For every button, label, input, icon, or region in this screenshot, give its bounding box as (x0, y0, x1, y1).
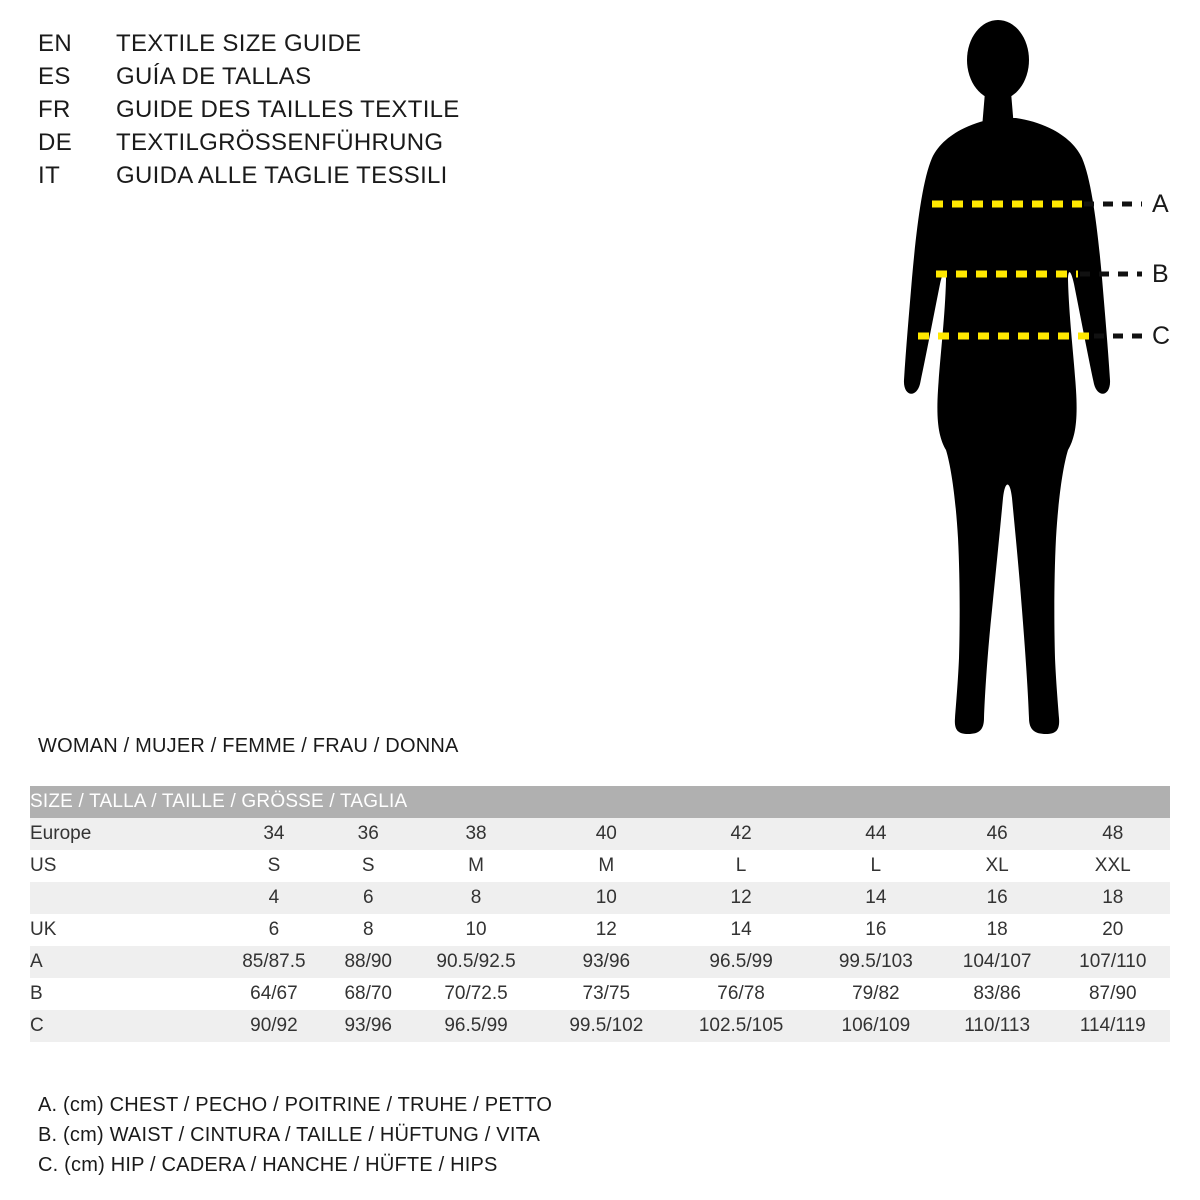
row-label: A (30, 951, 43, 972)
cell-value: 104/107 (962, 951, 1032, 972)
language-code-fr: FR (38, 96, 71, 123)
cell-value: 8 (362, 919, 374, 940)
language-code-es: ES (38, 63, 71, 90)
language-row-en (38, 30, 658, 63)
table-row (30, 818, 1170, 850)
legend-line-c: C. (cm) HIP / CADERA / HANCHE / HÜFTE / HIPS (38, 1154, 498, 1176)
cell-value: 110/113 (964, 1015, 1031, 1036)
table-section-title: WOMAN / MUJER / FEMME / FRAU / DONNA (38, 735, 459, 757)
cell-value: 96.5/99 (709, 951, 773, 972)
cell-value: 44 (865, 823, 887, 844)
language-code-it: IT (38, 162, 61, 189)
cell-value: M (468, 855, 484, 876)
measurement-legend (38, 1090, 738, 1180)
cell-value: M (598, 855, 615, 876)
size-table (30, 786, 1170, 1042)
cell-value: 90/92 (250, 1015, 298, 1036)
cell-value: 88/90 (344, 951, 392, 972)
cell-value: 99.5/102 (569, 1015, 644, 1036)
row-label: Europe (30, 823, 92, 844)
cell-value: 99.5/103 (838, 951, 913, 972)
cell-value: 70/72.5 (444, 983, 508, 1004)
language-text-it: GUIDA ALLE TAGLIE TESSILI (116, 162, 448, 189)
cell-value: 64/67 (250, 983, 298, 1004)
cell-value: 48 (1102, 823, 1124, 844)
cell-value: 102.5/105 (698, 1015, 784, 1036)
table-row (30, 946, 1170, 978)
cell-value: 6 (268, 919, 280, 940)
cell-value: 8 (470, 887, 482, 908)
cell-value: 90.5/92.5 (436, 951, 516, 972)
cell-value: 16 (865, 919, 887, 940)
cell-value: 114/119 (1079, 1015, 1146, 1036)
legend-line-b: B. (cm) WAIST / CINTURA / TAILLE / HÜFTUNG / VITA (38, 1124, 541, 1146)
row-label (30, 882, 220, 914)
cell-value: L (735, 855, 747, 876)
table-header-label: SIZE / TALLA / TAILLE / GRÖSSE / TAGLIA (30, 791, 408, 812)
cell-value: L (870, 855, 882, 876)
cell-value: 38 (465, 823, 487, 844)
cell-value: 14 (865, 887, 887, 908)
measurement-figure (860, 18, 1190, 748)
cell-value: 96.5/99 (444, 1015, 508, 1036)
row-label: US (30, 855, 57, 876)
cell-value: 106/109 (841, 1015, 911, 1036)
language-row-it (38, 162, 658, 195)
cell-value: 18 (1102, 887, 1124, 908)
cell-value: 10 (465, 919, 487, 940)
cell-value: 76/78 (717, 983, 765, 1004)
female-silhouette-icon (860, 18, 1190, 748)
cell-value: 16 (986, 887, 1008, 908)
cell-value: 4 (268, 887, 280, 908)
table-row (30, 914, 1170, 946)
language-row-fr (38, 96, 658, 129)
cell-value: 73/75 (582, 983, 631, 1004)
cell-value: XXL (1094, 855, 1131, 876)
cell-value: 20 (1102, 919, 1124, 940)
marker-label-a: A (1152, 190, 1169, 218)
cell-value: XL (985, 855, 1009, 876)
row-label: B (30, 983, 43, 1004)
cell-value: 12 (595, 919, 617, 940)
cell-value: 87/90 (1088, 983, 1137, 1004)
language-text-de: TEXTILGRÖSSENFÜHRUNG (116, 129, 444, 156)
table-row (30, 882, 1170, 914)
cell-value: 18 (986, 919, 1008, 940)
language-code-en: EN (38, 30, 73, 57)
cell-value: 12 (730, 887, 752, 908)
cell-value: S (267, 855, 281, 876)
cell-value: S (361, 855, 375, 876)
language-text-fr: GUIDE DES TAILLES TEXTILE (116, 96, 460, 123)
cell-value: 40 (595, 823, 617, 844)
cell-value: 10 (595, 887, 617, 908)
language-row-de (38, 129, 658, 162)
cell-value: 83/86 (973, 983, 1021, 1004)
cell-value: 42 (730, 823, 752, 844)
row-label: C (30, 1015, 44, 1036)
table-row (30, 850, 1170, 882)
table-header-row (30, 786, 1170, 818)
language-row-es (38, 63, 658, 96)
table-row (30, 978, 1170, 1010)
language-text-es: GUÍA DE TALLAS (116, 63, 312, 90)
cell-value: 79/82 (852, 983, 900, 1004)
marker-label-c: C (1152, 322, 1171, 350)
cell-value: 34 (263, 823, 285, 844)
cell-value: 14 (730, 919, 752, 940)
marker-label-b: B (1152, 260, 1169, 288)
cell-value: 6 (362, 887, 374, 908)
language-title-list (38, 30, 658, 195)
language-code-de: DE (38, 129, 73, 156)
cell-value: 46 (986, 823, 1008, 844)
cell-value: 85/87.5 (242, 951, 306, 972)
cell-value: 107/110 (1079, 951, 1147, 972)
legend-line-a: A. (cm) CHEST / PECHO / POITRINE / TRUHE / PETTO (38, 1094, 553, 1116)
row-label: UK (30, 919, 57, 940)
cell-value: 93/96 (344, 1015, 392, 1036)
cell-value: 36 (357, 823, 379, 844)
cell-value: 93/96 (582, 951, 631, 972)
cell-value: 68/70 (344, 983, 392, 1004)
language-text-en: TEXTILE SIZE GUIDE (116, 30, 362, 57)
table-row (30, 1010, 1170, 1042)
